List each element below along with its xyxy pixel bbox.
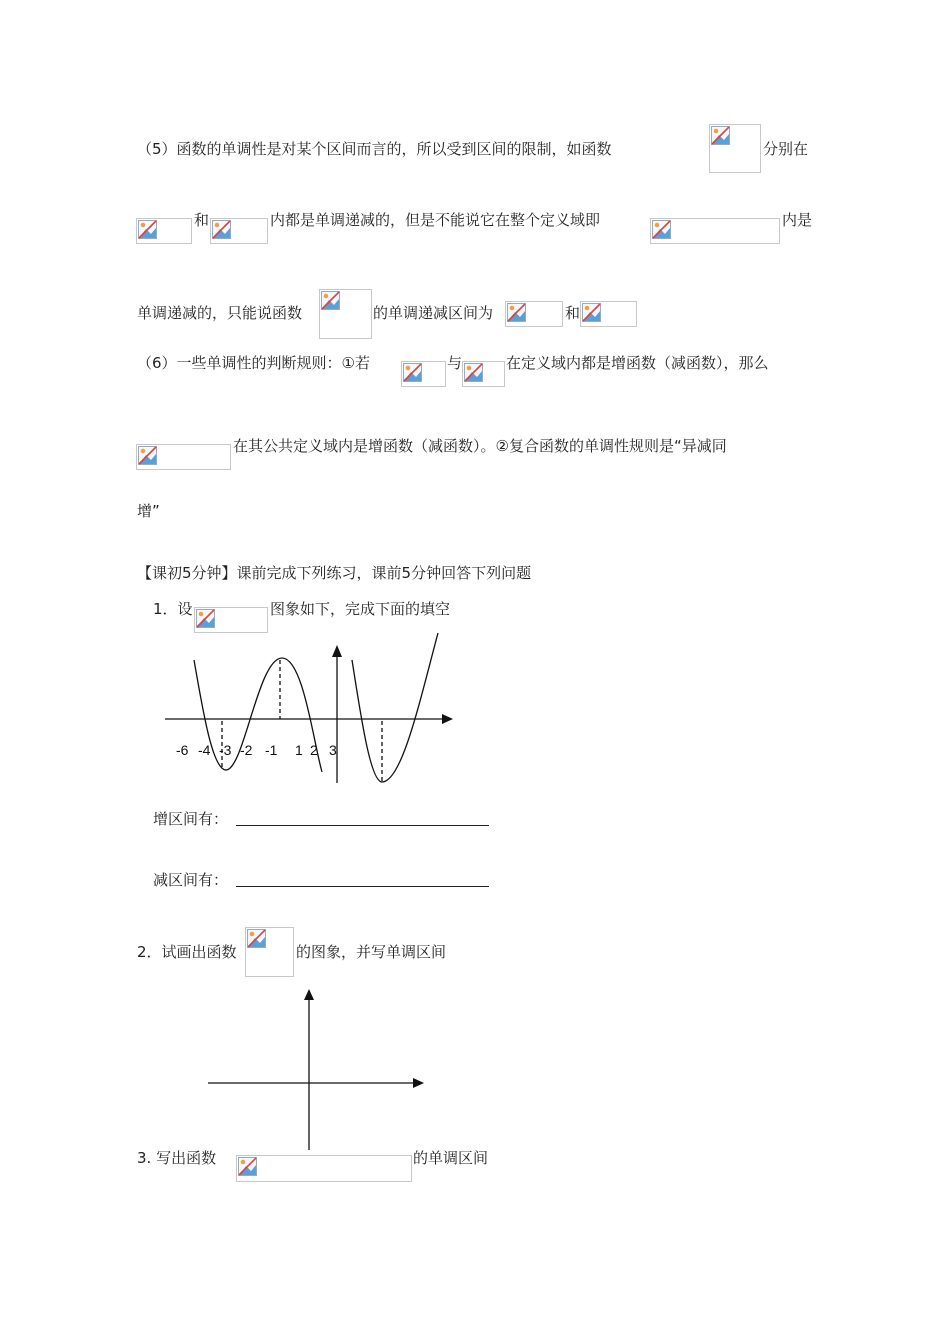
- formula-image: [136, 444, 231, 470]
- increasing-interval-label: 增区间有：: [153, 810, 229, 828]
- tick-label: -3: [219, 742, 232, 758]
- section-heading: 【课初5分钟】课前完成下列练习，课前5分钟回答下列问题: [137, 564, 532, 582]
- formula-image: [319, 289, 372, 339]
- para5-line1b: 分别在: [763, 140, 809, 158]
- broken-image-icon: [138, 220, 157, 239]
- formula-image: [462, 361, 505, 387]
- decreasing-interval-label: 减区间有：: [153, 871, 229, 889]
- para5-line2a: 和: [194, 211, 210, 229]
- para6-line1b: 与: [447, 354, 463, 372]
- q3-text-b: 的单调区间: [413, 1149, 489, 1167]
- broken-image-icon: [652, 220, 671, 239]
- formula-image: [650, 218, 780, 244]
- broken-image-icon: [507, 303, 526, 322]
- formula-image: [210, 218, 268, 244]
- broken-image-icon: [138, 446, 157, 465]
- formula-image: [245, 927, 294, 977]
- broken-image-icon: [196, 609, 215, 628]
- para6-line3: 增”: [137, 502, 160, 520]
- para5-line2b: 内都是单调递减的，但是不能说它在整个定义域即: [270, 211, 601, 229]
- tick-label: 1: [295, 742, 303, 758]
- tick-label: -4: [198, 742, 211, 758]
- q3-text-a: 3. 写出函数: [137, 1149, 217, 1167]
- decreasing-answer-blank[interactable]: [236, 886, 489, 887]
- tick-label: 3: [329, 742, 337, 758]
- curve-left: [194, 658, 322, 772]
- broken-image-icon: [711, 126, 730, 145]
- para6-line1a: （6）一些单调性的判断规则：①若: [137, 354, 370, 372]
- para5-line3b: 的单调递减区间为: [373, 304, 494, 322]
- tick-label: -1: [265, 742, 278, 758]
- formula-image: [236, 1155, 412, 1182]
- para5-line3c: 和: [565, 304, 581, 322]
- broken-image-icon: [403, 363, 422, 382]
- tick-label: -2: [240, 742, 253, 758]
- x-axis-arrow: [413, 1078, 424, 1088]
- x-axis-arrow: [442, 714, 453, 724]
- broken-image-icon: [464, 363, 483, 382]
- q2-text-a: 2．试画出函数: [137, 943, 237, 961]
- increasing-answer-blank[interactable]: [236, 825, 489, 826]
- para5-line2c: 内是: [782, 211, 813, 229]
- y-axis-arrow: [332, 645, 342, 657]
- tick-label: 2: [310, 742, 318, 758]
- formula-image: [580, 301, 637, 327]
- q1-text-b: 图象如下，完成下面的填空: [270, 600, 451, 618]
- para6-line2: 在其公共定义域内是增函数（减函数）。②复合函数的单调性规则是“异减同: [233, 437, 727, 455]
- blank-axes: [200, 985, 430, 1155]
- formula-image: [505, 301, 563, 327]
- q2-text-b: 的图象，并写单调区间: [296, 943, 447, 961]
- broken-image-icon: [212, 220, 231, 239]
- para5-line3a: 单调递减的，只能说函数: [137, 304, 303, 322]
- formula-image: [401, 361, 446, 387]
- curve-right: [352, 633, 438, 782]
- broken-image-icon: [238, 1157, 257, 1176]
- formula-image: [709, 124, 761, 173]
- broken-image-icon: [247, 929, 266, 948]
- y-axis-arrow: [304, 989, 314, 1000]
- q1-text-a: 1．设: [153, 600, 193, 618]
- formula-image: [136, 218, 192, 244]
- broken-image-icon: [582, 303, 601, 322]
- broken-image-icon: [321, 291, 340, 310]
- para6-line1c: 在定义域内都是增函数（减函数），那么: [506, 354, 769, 372]
- tick-label: -6: [176, 742, 189, 758]
- para5-line1a: （5）函数的单调性是对某个区间而言的，所以受到区间的限制，如函数: [137, 140, 612, 158]
- function-graph: [150, 630, 460, 790]
